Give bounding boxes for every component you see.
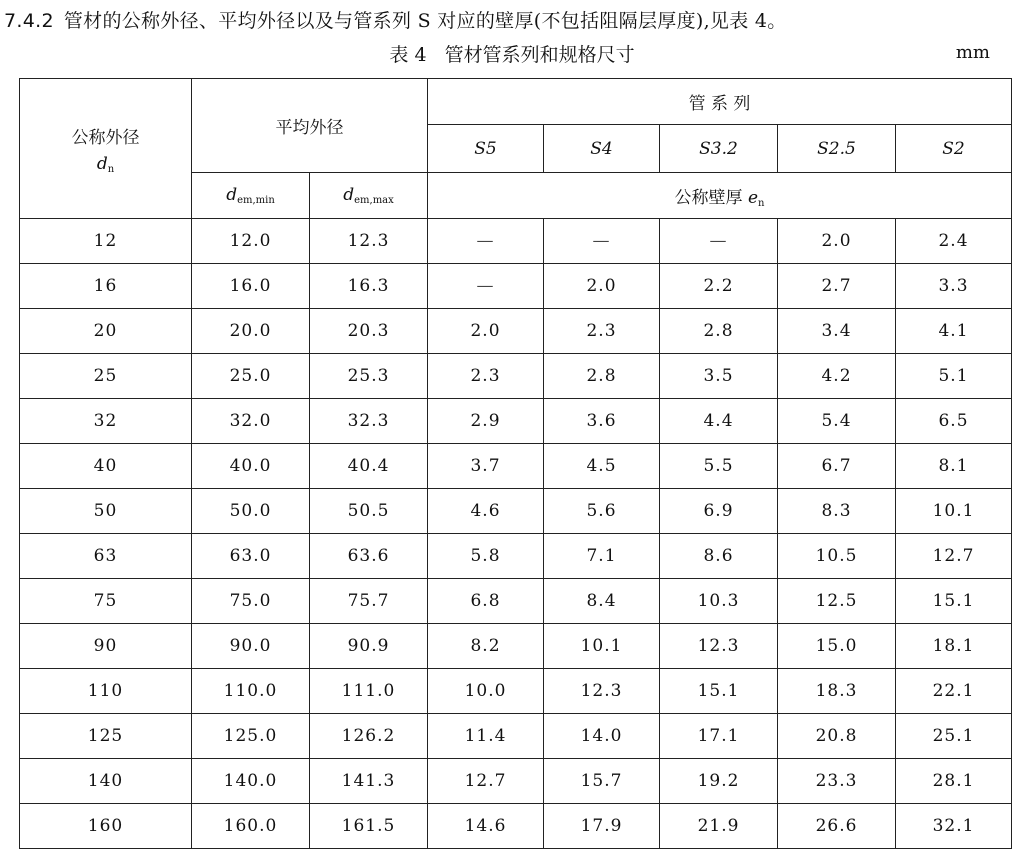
- table-cell: 3.5: [660, 354, 778, 399]
- header-wall-symbol: e: [747, 187, 758, 208]
- table-cell: 25.1: [896, 714, 1012, 759]
- table-row: [20, 264, 1012, 309]
- table-cell: 32.0: [192, 399, 310, 444]
- header-dem-max-symbol: d: [343, 185, 355, 205]
- table-cell: 2.0: [428, 309, 544, 354]
- table-cell: 12.3: [544, 669, 660, 714]
- table-header: [20, 79, 1012, 219]
- table-cell: 12.5: [778, 579, 896, 624]
- table-cell: 8.1: [896, 444, 1012, 489]
- table-cell: 32.3: [310, 399, 428, 444]
- table-cell: 110.0: [192, 669, 310, 714]
- table-cell: 8.2: [428, 624, 544, 669]
- table-cell: 50.5: [310, 489, 428, 534]
- table-cell: 26.6: [778, 804, 896, 849]
- table-cell: 50: [20, 489, 192, 534]
- table-cell: 140: [20, 759, 192, 804]
- table-cell: 4.5: [544, 444, 660, 489]
- table-cell: 17.9: [544, 804, 660, 849]
- table-cell: —: [544, 219, 660, 264]
- table-cell: 4.6: [428, 489, 544, 534]
- table-cell: 6.8: [428, 579, 544, 624]
- table-cell: 2.8: [544, 354, 660, 399]
- table-cell: 111.0: [310, 669, 428, 714]
- table-title-text: 管材管系列和规格尺寸: [444, 44, 635, 66]
- table-cell: —: [660, 219, 778, 264]
- table-cell: 10.0: [428, 669, 544, 714]
- table-cell: 8.6: [660, 534, 778, 579]
- table-cell: 2.2: [660, 264, 778, 309]
- table-cell: 14.6: [428, 804, 544, 849]
- table-cell: 90.0: [192, 624, 310, 669]
- table-cell: 12.0: [192, 219, 310, 264]
- table-cell: 16.0: [192, 264, 310, 309]
- table-cell: 5.4: [778, 399, 896, 444]
- table-cell: 5.8: [428, 534, 544, 579]
- table-row: [20, 534, 1012, 579]
- table-title: [0, 40, 1024, 67]
- table-cell: 32: [20, 399, 192, 444]
- table-cell: 140.0: [192, 759, 310, 804]
- table-cell: 7.1: [544, 534, 660, 579]
- table-cell: 25.3: [310, 354, 428, 399]
- table-cell: 4.1: [896, 309, 1012, 354]
- table-cell: 20.3: [310, 309, 428, 354]
- table-cell: 40.0: [192, 444, 310, 489]
- clause-heading: [4, 6, 787, 33]
- table-row: [20, 579, 1012, 624]
- header-dem-min: [192, 173, 310, 219]
- table-cell: 5.5: [660, 444, 778, 489]
- table-cell: 2.3: [428, 354, 544, 399]
- table-cell: 8.4: [544, 579, 660, 624]
- table-cell: 110: [20, 669, 192, 714]
- table-cell: 6.5: [896, 399, 1012, 444]
- table-cell: 161.5: [310, 804, 428, 849]
- table-cell: 15.1: [660, 669, 778, 714]
- table-cell: 16.3: [310, 264, 428, 309]
- table-cell: 90.9: [310, 624, 428, 669]
- table-cell: 25.0: [192, 354, 310, 399]
- table-row: [20, 669, 1012, 714]
- header-mean-od: 平均外径: [192, 79, 428, 173]
- table-cell: 63: [20, 534, 192, 579]
- table-cell: 160: [20, 804, 192, 849]
- table-cell: 10.3: [660, 579, 778, 624]
- table-cell: 21.9: [660, 804, 778, 849]
- table-cell: 75.0: [192, 579, 310, 624]
- table-cell: 12.3: [660, 624, 778, 669]
- table-cell: 11.4: [428, 714, 544, 759]
- table-cell: 3.6: [544, 399, 660, 444]
- table-cell: 20.8: [778, 714, 896, 759]
- table-cell: 16: [20, 264, 192, 309]
- table-row: [20, 489, 1012, 534]
- header-wall-thickness: [428, 173, 1012, 219]
- table-cell: —: [428, 264, 544, 309]
- clause-number: 7.4.2: [4, 10, 54, 32]
- table-cell: 10.1: [896, 489, 1012, 534]
- table-cell: 15.7: [544, 759, 660, 804]
- header-dem-min-sub: em,min: [237, 195, 275, 206]
- header-dem-max-sub: em,max: [354, 195, 394, 206]
- header-nominal-od-label: 公称外径: [71, 127, 140, 148]
- series-header-cell: S2.5: [778, 125, 896, 173]
- table-cell: 18.3: [778, 669, 896, 714]
- table-row: [20, 714, 1012, 759]
- table-cell: 63.6: [310, 534, 428, 579]
- pipe-size-table: [19, 78, 1012, 849]
- table-cell: 12.7: [896, 534, 1012, 579]
- header-nominal-od: [20, 79, 192, 219]
- table-row: [20, 624, 1012, 669]
- table-cell: 2.7: [778, 264, 896, 309]
- table-cell: 5.6: [544, 489, 660, 534]
- table-cell: 19.2: [660, 759, 778, 804]
- header-nominal-od-symbol: d: [96, 153, 108, 174]
- header-pipe-series: 管 系 列: [428, 79, 1012, 125]
- table-cell: 12.7: [428, 759, 544, 804]
- table-cell: 2.0: [778, 219, 896, 264]
- table-cell: 3.4: [778, 309, 896, 354]
- table-cell: 40.4: [310, 444, 428, 489]
- table-row: [20, 399, 1012, 444]
- table-cell: 75: [20, 579, 192, 624]
- table-row: [20, 759, 1012, 804]
- table-cell: 25: [20, 354, 192, 399]
- table-cell: 2.4: [896, 219, 1012, 264]
- table-cell: 40: [20, 444, 192, 489]
- clause-text: 管材的公称外径、平均外径以及与管系列 S 对应的壁厚(不包括阻隔层厚度),见表 4。: [63, 10, 787, 32]
- table-cell: 10.5: [778, 534, 896, 579]
- table-row: [20, 444, 1012, 489]
- header-dem-max: [310, 173, 428, 219]
- table-cell: 4.2: [778, 354, 896, 399]
- series-header-cell: S5: [428, 125, 544, 173]
- table-cell: 8.3: [778, 489, 896, 534]
- table-cell: 6.7: [778, 444, 896, 489]
- table-number: 表 4: [389, 44, 427, 66]
- table-cell: 125.0: [192, 714, 310, 759]
- table-cell: 15.0: [778, 624, 896, 669]
- table-cell: 10.1: [544, 624, 660, 669]
- table-cell: 6.9: [660, 489, 778, 534]
- table-cell: 28.1: [896, 759, 1012, 804]
- table-row: [20, 309, 1012, 354]
- table-cell: 160.0: [192, 804, 310, 849]
- table-cell: 2.8: [660, 309, 778, 354]
- table-cell: 12.3: [310, 219, 428, 264]
- table-cell: 12: [20, 219, 192, 264]
- table-cell: —: [428, 219, 544, 264]
- series-header-cell: S4: [544, 125, 660, 173]
- table-cell: 4.4: [660, 399, 778, 444]
- table-cell: 5.1: [896, 354, 1012, 399]
- header-dem-min-symbol: d: [226, 185, 238, 205]
- table-cell: 14.0: [544, 714, 660, 759]
- table-cell: 63.0: [192, 534, 310, 579]
- table-cell: 18.1: [896, 624, 1012, 669]
- table-row: [20, 354, 1012, 399]
- table-row: [20, 219, 1012, 264]
- table-cell: 126.2: [310, 714, 428, 759]
- table-cell: 90: [20, 624, 192, 669]
- series-header-cell: S2: [896, 125, 1012, 173]
- table-cell: 20.0: [192, 309, 310, 354]
- table-cell: 125: [20, 714, 192, 759]
- table-cell: 32.1: [896, 804, 1012, 849]
- table-row: [20, 804, 1012, 849]
- header-nominal-od-sub: n: [107, 163, 115, 175]
- table-cell: 3.3: [896, 264, 1012, 309]
- series-header-cell: S3.2: [660, 125, 778, 173]
- table-cell: 141.3: [310, 759, 428, 804]
- table-cell: 2.0: [544, 264, 660, 309]
- table-body: [20, 219, 1012, 849]
- table-cell: 2.9: [428, 399, 544, 444]
- table-cell: 23.3: [778, 759, 896, 804]
- table-cell: 3.7: [428, 444, 544, 489]
- header-wall-sub: n: [758, 197, 765, 209]
- table-cell: 50.0: [192, 489, 310, 534]
- table-cell: 17.1: [660, 714, 778, 759]
- table-cell: 22.1: [896, 669, 1012, 714]
- table-cell: 20: [20, 309, 192, 354]
- table-cell: 75.7: [310, 579, 428, 624]
- table-cell: 15.1: [896, 579, 1012, 624]
- header-wall-thickness-label: 公称壁厚: [674, 187, 743, 208]
- unit-label: mm: [955, 42, 990, 63]
- table-cell: 2.3: [544, 309, 660, 354]
